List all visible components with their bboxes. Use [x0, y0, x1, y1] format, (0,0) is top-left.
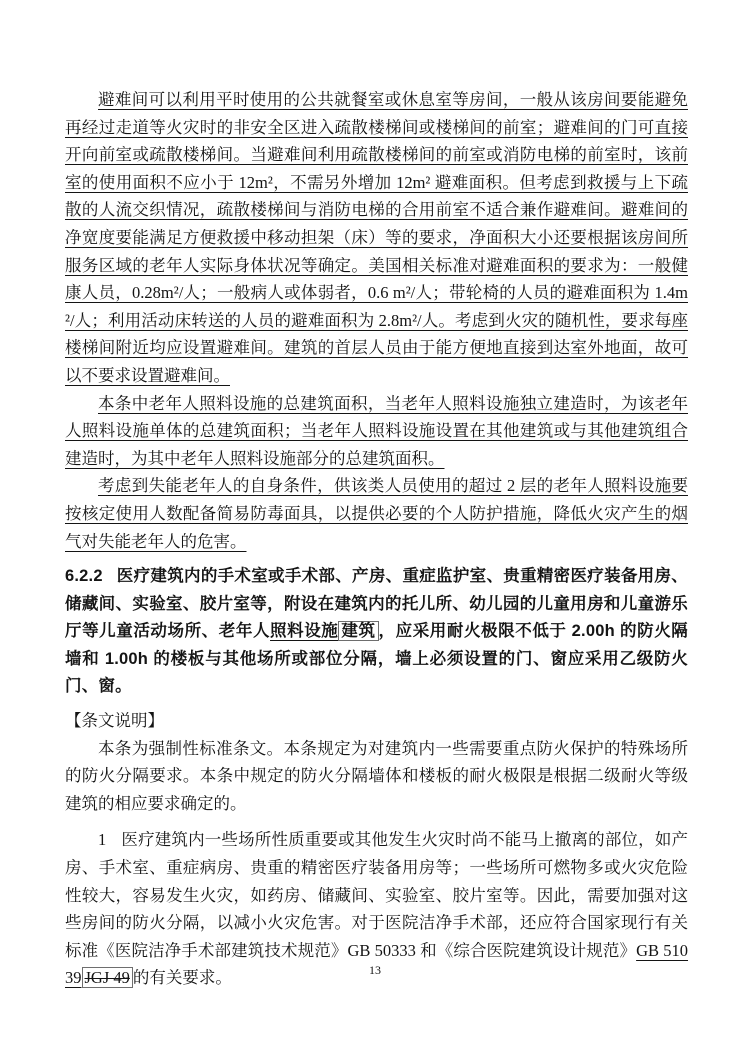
commentary-paragraph-gas-masks: 考虑到失能老年人的自身条件，供该类人员使用的超过 2 层的老年人照料设施要按核定使用人数配备简易防毒面具，以提供必要的个人防护措施，降低火灾产生的烟气对失能老年人的危害。: [65, 476, 688, 551]
explanation-item-text-after: 的有关要求。: [132, 968, 232, 988]
commentary-paragraph-refuge-room: 避难间可以利用平时使用的公共就餐室或休息室等房间，一般从该房间要能避免再经过走道等火灾时的非安全区进入疏散楼梯间或楼梯间的前室；避难间的门可直接开向前室或疏散楼梯间。当避难间利用疏散楼梯间的前室或消防电梯的前室时，该前室的使用面积不应小于 12m²，不需另外增加 12m² 避难面积。但考虑到救援与上下疏散的人流交织情况，疏散楼梯间与消防电梯的合用前室不适合兼作避难间。避难间的净宽度要能满足方便救援中移动担架（床）等的要求，净面积大小还要根据该房间所服务区域的老年人实际身体状况等确定。美国相关标准对避难面积的要求为：一般健康人员，0.28m²/人；一般病人或体弱者，0.6 m²/人；带轮椅的人员的避难面积为 1.4m²/人；利用活动床转送的人员的避难面积为 2.8m²/人。考虑到火灾的随机性，要求每座楼梯间附近均应设置避难间。建筑的首层人员由于能方便地直接到达室外地面，故可以不要求设置避难间。: [65, 90, 688, 385]
clause-6-2-2: [65, 563, 688, 701]
clause-deleted-text: 建筑: [338, 621, 378, 641]
explanation-paragraph-1: 本条为强制性标准条文。本条规定为对建筑内一些需要重点防火保护的特殊场所的防火分隔要求。本条中规定的防火分隔墙体和楼板的耐火极限是根据二级耐火等级建筑的相应要求确定的。: [65, 738, 688, 813]
explanation-item-deleted-text: JGJ 49: [82, 967, 133, 988]
page-number: 13: [369, 963, 381, 977]
explanation-item-inserted-text: GB 51039: [65, 940, 689, 988]
clause-text-after: ，应采用耐火极限不低于 2.00h 的防火隔墙和 1.00h 的楼板与其他场所或部位分隔，墙上必须设置的门、窗应采用乙级防火门、窗。: [65, 622, 688, 696]
explanation-item-text-before: 医疗建筑内一些场所性质重要或其他发生火灾时尚不能马上撤离的部位，如产房、手术室、重症病房、贵重的精密医疗装备用房等；一些场所可燃物多或火灾危险性较大，容易发生火灾，如药房、储藏间、实验室、胶片室等。因此，需要加强对这些房间的防火分隔，以减小火灾危害。对于医院洁净手术部，还应符合国家现行有关标准《医院洁净手术部建筑技术规范》GB 50333 和《综合医院建筑设计规范》: [65, 830, 688, 960]
commentary-paragraph-total-floor-area: 本条中老年人照料设施的总建筑面积，当老年人照料设施独立建造时，为该老年人照料设施单体的总建筑面积；当老年人照料设施设置在其他建筑或与其他建筑组合建造时，为其中老年人照料设施部分的总建筑面积。: [65, 393, 688, 468]
clause-text-before: 医疗建筑内的手术室或手术部、产房、重症监护室、贵重精密医疗装备用房、储藏间、实验室、胶片室等，附设在建筑内的托儿所、幼儿园的儿童用房和儿童游乐厅等儿童活动场所、老年人: [65, 567, 688, 641]
clause-number: 6.2.2: [65, 567, 103, 586]
clause-inserted-text: 照料设施: [270, 622, 339, 641]
explanation-item-number: 1: [98, 830, 107, 850]
explanation-section-label: 【条文说明】: [65, 711, 164, 731]
